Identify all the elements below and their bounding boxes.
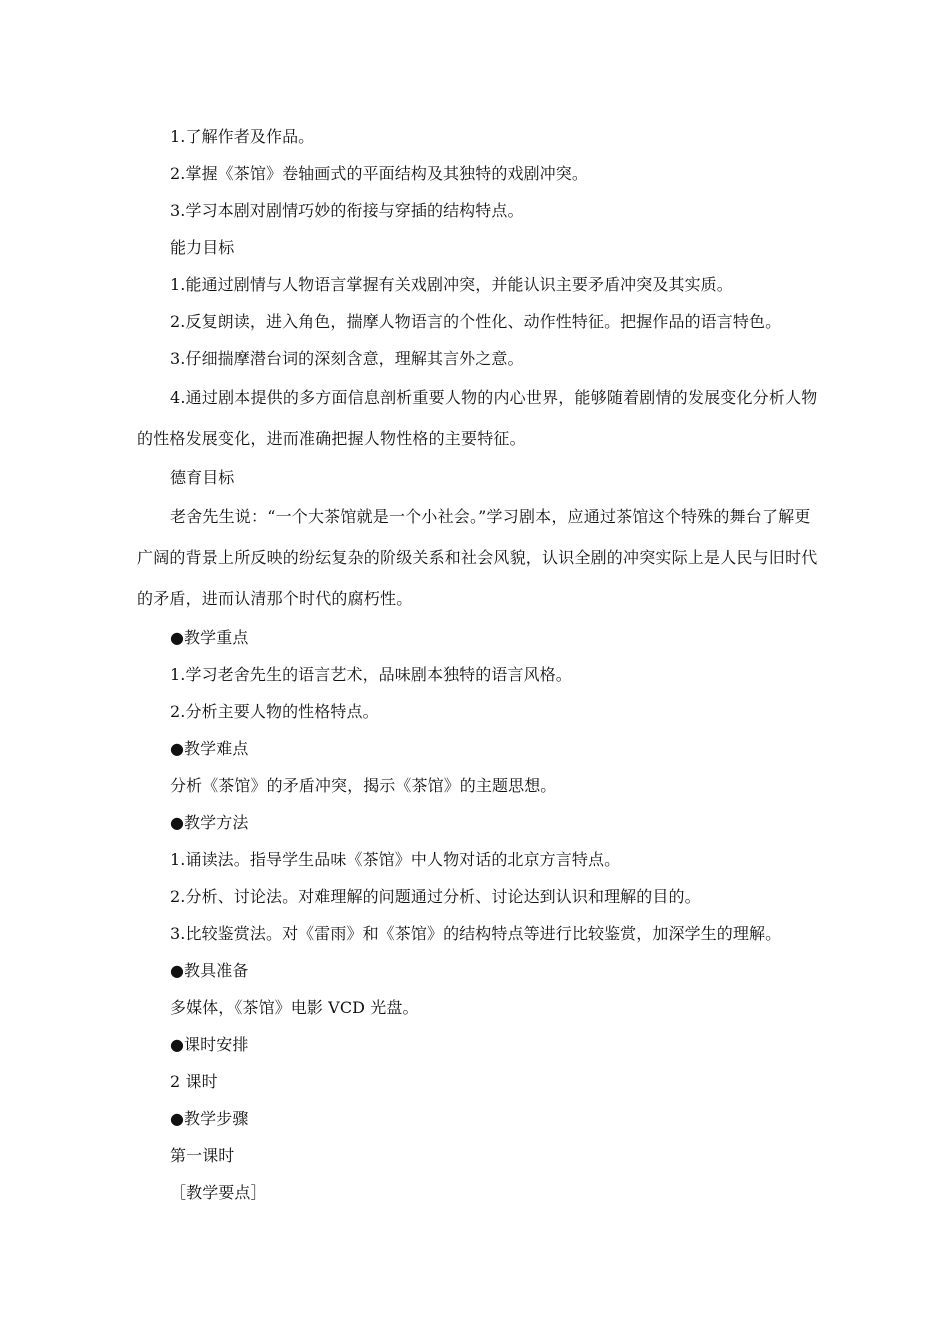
ability-paragraph-4: 4.通过剧本提供的多方面信息剖析重要人物的内心世界，能够随着剧情的发展变化分析人物的性格发展变化，进而准确把握人物性格的主要特征。: [137, 388, 818, 448]
ability-heading: 能力目标: [170, 238, 235, 257]
method-1: 1.诵读法。指导学生品味《茶馆》中人物对话的北京方言特点。: [170, 850, 621, 869]
objective-line-3: 3.学习本剧对剧情巧妙的衔接与穿插的结构特点。: [170, 201, 524, 220]
key-point-1: 1.学习老舍先生的语言艺术，品味剧本独特的语言风格。: [170, 665, 572, 684]
teaching-points-heading: ［教学要点］: [170, 1183, 267, 1202]
tools-heading: ●教具准备: [170, 961, 249, 980]
method-3: 3.比较鉴赏法。对《雷雨》和《茶馆》的结构特点等进行比较鉴赏，加深学生的理解。: [170, 924, 782, 943]
methods-heading: ●教学方法: [170, 813, 249, 832]
steps-heading: ●教学步骤: [170, 1109, 249, 1128]
objective-line-2: 2.掌握《茶馆》卷轴画式的平面结构及其独特的戏剧冲突。: [170, 164, 588, 183]
key-point-2: 2.分析主要人物的性格特点。: [170, 702, 379, 721]
tools-text: 多媒体，《茶馆》电影 VCD 光盘。: [170, 998, 419, 1017]
key-points-heading: ●教学重点: [170, 628, 249, 647]
ability-line-3: 3.仔细揣摩潜台词的深刻含意，理解其言外之意。: [170, 349, 524, 368]
ability-line-2: 2.反复朗读，进入角色，揣摩人物语言的个性化、动作性特征。把握作品的语言特色。: [170, 312, 782, 331]
ability-line-1: 1.能通过剧情与人物语言掌握有关戏剧冲突，并能认识主要矛盾冲突及其实质。: [170, 275, 733, 294]
difficulty-text: 分析《茶馆》的矛盾冲突，揭示《茶馆》的主题思想。: [170, 776, 557, 795]
moral-heading: 德育目标: [170, 468, 235, 487]
moral-paragraph: 老舍先生说：“一个大茶馆就是一个小社会。”学习剧本，应通过茶馆这个特殊的舞台了解更广阔的背景上所反映的纷纭复杂的阶级关系和社会风貌，认识全剧的冲突实际上是人民与旧时代的矛盾，进而认清那个时代的腐朽性。: [137, 507, 818, 608]
schedule-heading: ●课时安排: [170, 1035, 249, 1054]
difficulty-heading: ●教学难点: [170, 739, 249, 758]
document-body: [137, 118, 823, 1211]
first-lesson-heading: 第一课时: [170, 1146, 235, 1165]
objective-line-1: 1.了解作者及作品。: [170, 127, 315, 146]
schedule-text: 2 课时: [170, 1072, 218, 1091]
method-2: 2.分析、讨论法。对难理解的问题通过分析、讨论达到认识和理解的目的。: [170, 887, 701, 906]
